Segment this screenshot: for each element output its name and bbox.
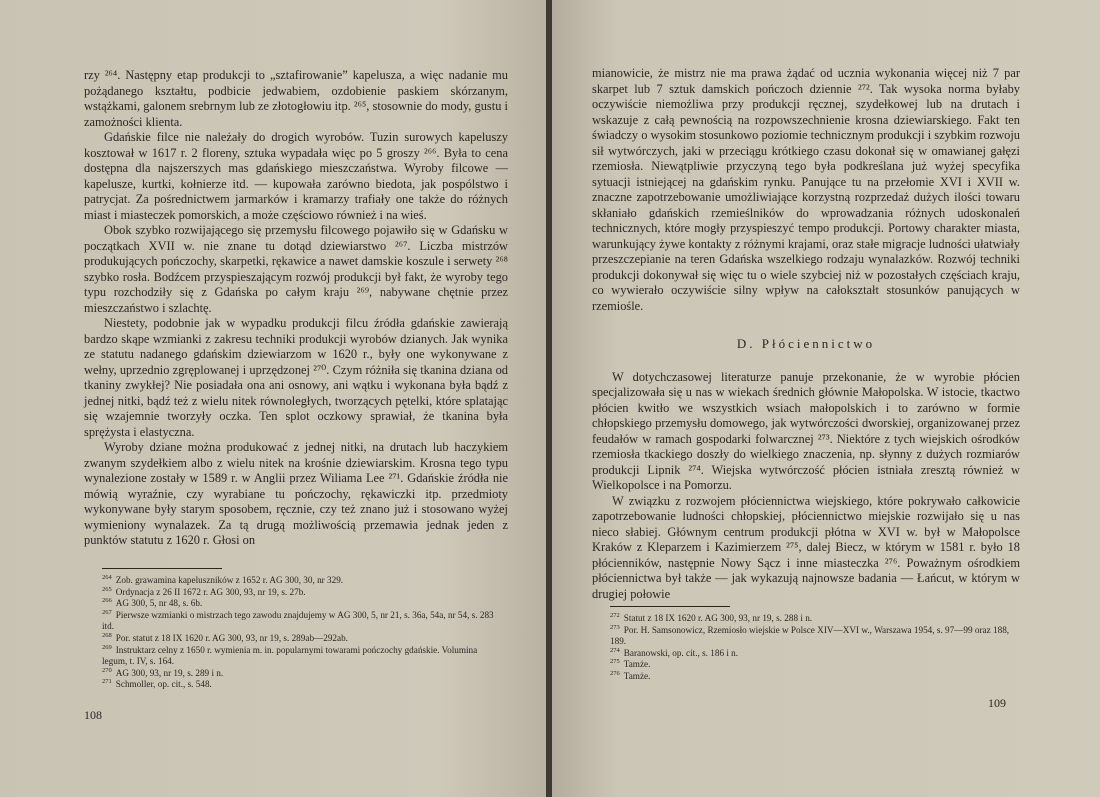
footnote: $^{273}$ Por. H. Samsonowicz, Rzemiosło wiejskie w Polsce XIV—XVI w., Warszawa 1954, s. 97—99 oraz 188, 189.	[610, 623, 1010, 647]
left-paragraph-4: Niestety, podobnie jak w wypadku produkcji filcu źródła gdańskie zawierają bardzo skąpe wzmianki z zakresu techniki produkcji wyrobów dzianych. Jak wynika ze statutu nadanego gdańskim dziewiarzom w 1620 r., były one wykonywane z wełny, uprzednio zgręplowanej i uprzędzonej ²⁷⁰. Czym różniła się tkanina dziana od tkaniny zwykłej? Nie posiadała ona ani osnowy, ani wątku i wykonana była bądź z jednej nitki, bądź też z wielu nitek równoległych, tworzących pętelki, które splatając się wzajemnie tworzyły oczka. Ten splot oczkowy sprawiał, że tkanina była sprężysta i elastyczna.	[84, 316, 508, 439]
right-paragraph-2: W dotychczasowej literaturze panuje przekonanie, że w wyrobie płócien specjalizowała się u nas w wiekach średnich głównie Małopolska. W istocie, tkactwo płócien kwitło we wszystkich wsiach małopolskich i to zarówno w formie chłopskiego przemysłu domowego, jak wytwórczości dworskiej, organizowanej przez feudałów w ramach gospodarki folwarcznej ²⁷³. Niektóre z tych wiejskich ośrodków rzemiosła tkackiego doszły do wielkiego znaczenia, np. słynny z dużych rozmiarów produkcji Lipnik ²⁷⁴. Wiejska wytwórczość płócien istniała zresztą również w Wielkopolsce i na Pomorzu.	[592, 369, 1020, 492]
page-number-left: 108	[84, 708, 102, 722]
footnote: $^{270}$ AG 300, 93, nr 19, s. 289 i n.	[102, 666, 224, 678]
footnote-rule	[610, 606, 730, 607]
right-paragraph-1: mianowicie, że mistrz nie ma prawa żądać od ucznia wykonania więcej niż 7 par skarpet lub 7 sztuk damskich pończoch dziennie ²⁷². Tak wysoka norma byłaby oczywiście niemożliwa przy produkcji ręcznej, szydełkowej lub na drutach i wskazuje z całą pewnością na rozpowszechnienie krosna dziewiarskiego. Fakt ten świadczy o wysokim stosunkowo poziomie technicznym produkcji i szybkim rozwoju sił wytwórczych, jaki w przeciągu krótkiego czasu dokonał się w omawianej gałęzi rzemiosła. Niewątpliwie przyczyną tego była podkreślana już wyżej specyfika sytuacji istniejącej na gdańskim rynku. Panujące tu na przełomie XVI i XVII w. znaczne zapotrzebowanie umożliwiające korzystną rozprzedaż dużych ilości towaru skłaniało gdańskich rzemieślników do wprowadzania różnych udoskonaleń technicznych, które mogły przyspieszyć tempo produkcji. Portowy charakter miasta, warunkujący żywe kontakty z różnymi krajami, oraz stałe migracje ludności ułatwiały przeszczepianie na teren Gdańska wszelkiego rodzaju wynalazków. Rozwój techniki produkcji dokonywał się więc tu o wiele szybciej niż w pozostałych częściach kraju, co wywierało oczywiście silny wpływ na całokształt stosunków panujących w rzemiośle.	[592, 66, 1020, 313]
section-heading: D. Płóciennictwo	[736, 336, 876, 351]
left-page-body	[84, 68, 508, 549]
footnote: $^{274}$ Baranowski, op. cit., s. 186 i n.	[610, 646, 739, 658]
footnote: $^{268}$ Por. statut z 18 IX 1620 r. AG 300, 93, nr 19, s. 289ab—292ab.	[102, 631, 348, 643]
left-paragraph-3: Obok szybko rozwijającego się przemysłu filcowego pojawiło się w Gdańsku w początkach XVII w. nie znane tu dotąd dziewiarstwo ²⁶⁷. Liczba mistrzów produkujących pończochy, skarpetki, rękawice a nawet damskie koszule i serwety ²⁶⁸ szybko rosła. Bodźcem przyspieszającym rozwój produkcji był fakt, że wyroby tego typu rozchodziły się z Gdańska po całym kraju ²⁶⁹, nabywane chętnie przez mieszczaństwo i szlachtę.	[84, 223, 508, 315]
footnote: $^{265}$ Ordynacja z 26 II 1672 r. AG 300, 93, nr 19, s. 27b.	[102, 585, 306, 597]
right-footnotes	[592, 606, 1020, 683]
left-page	[0, 0, 548, 797]
left-paragraph-2: Gdańskie filce nie należały do drogich wyrobów. Tuzin surowych kapeluszy kosztował w 1617 r. 2 floreny, sztuka wypadała więc po 5 groszy ²⁶⁶. Była to cena dostępna dla najszerszych mas gdańskiego mieszczaństwa. Wyroby filcowe — kapelusze, kurtki, kołnierze itd. — kupowała zarówno biedota, jak pospólstwo i patrycjat. Za pośrednictwem jarmarków i kramarzy trafiały one także do różnych miast i miasteczek pomorskich, a może częściowo również i na wieś.	[84, 130, 508, 222]
left-footnotes	[84, 568, 504, 691]
footnote: $^{276}$ Tamże.	[610, 669, 651, 681]
left-paragraph-5: Wyroby dziane można produkować z jednej nitki, na drutach lub haczykiem zwanym szydełkiem albo z wielu nitek na krośnie dziewiarskim. Krosna tego typu wynalezione zostały w 1589 r. w Anglii przez Wiliama Lee ²⁷¹. Gdańskie źródła nie mówią wyraźnie, czy wyrabiane tu pończochy, rękawiczki itp. przedmioty wykonywane były starym sposobem, ręcznie, czy też znano już i stosowano wyżej wymieniony wynalazek. Za tą drugą możliwością przemawia jednak jeden z punktów statutu z 1620 r. Głosi on	[84, 440, 508, 547]
footnote: $^{275}$ Tamże.	[610, 658, 651, 670]
right-page-body	[592, 66, 1020, 602]
footnote: $^{267}$ Pierwsze wzmianki o mistrzach tego zawodu znajdujemy w AG 300, 5, nr 21, s. 36a, 54a, nr 54, s. 283 itd.	[102, 608, 494, 632]
footnote-rule	[102, 568, 222, 569]
right-page	[552, 0, 1100, 797]
footnote: $^{272}$ Statut z 18 IX 1620 r. AG 300, 93, nr 19, s. 288 i n.	[610, 611, 813, 623]
right-paragraph-3: W związku z rozwojem płóciennictwa wiejskiego, które pokrywało całkowicie zapotrzebowanie ludności chłopskiej, płóciennictwo miejskie rozwijało się u nas nieco słabiej. Głównym centrum produkcji płótna w XVI w. był w Małopolsce Kraków z Kleparzem i Kazimierzem ²⁷⁵, dalej Biecz, w którym w 1581 r. było 18 płócienników, następnie Nowy Sącz i inne miasteczka ²⁷⁶. Poważnym ośrodkiem płóciennictwa był także — jak wykazują najnowsze badania — Łańcut, w którym w drugiej połowie	[592, 493, 1020, 601]
footnote: $^{269}$ Instruktarz celny z 1650 r. wymienia m. in. popularnymi towarami pończochy gdańskie. Volumina legum, t. IV, s. 164.	[102, 643, 478, 667]
footnote: $^{266}$ AG 300, 5, nr 48, s. 6b.	[102, 597, 203, 609]
left-paragraph-1: rzy ²⁶⁴. Następny etap produkcji to „sztafirowanie” kapelusza, a więc nadanie mu pożądanego kształtu, podbicie jedwabiem, ozdobienie paskiem skórzanym, wstążkami, galonem srebrnym lub ze złotogłowiu itp. ²⁶⁵, stosownie do mody, gustu i zamożności klienta.	[84, 68, 508, 129]
page-number-right: 109	[988, 696, 1006, 710]
footnote: $^{264}$ Zob. grawamina kapeluszników z 1652 r. AG 300, 30, nr 329.	[102, 573, 344, 585]
footnote: $^{271}$ Schmoller, op. cit., s. 548.	[102, 678, 212, 690]
